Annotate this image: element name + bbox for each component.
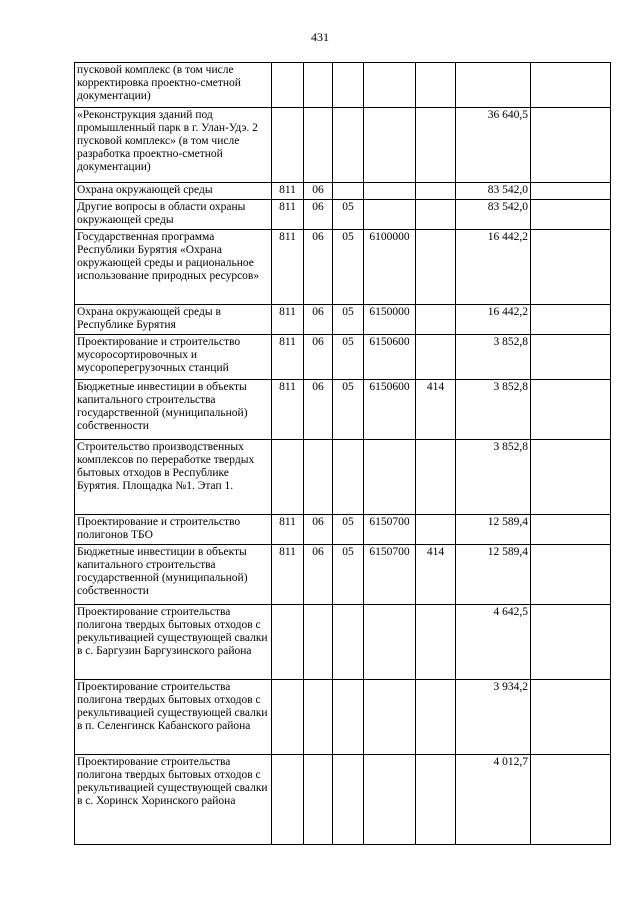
empty-cell [531, 680, 611, 755]
subsection-code-cell: 05 [333, 305, 364, 335]
expense-type-cell [416, 63, 456, 108]
expense-type-cell [416, 305, 456, 335]
amount-cell: 83 542,0 [456, 200, 531, 230]
section-code-cell: 06 [304, 380, 333, 440]
target-code-cell [364, 605, 416, 680]
subsection-code-cell [333, 680, 364, 755]
target-code-cell [364, 440, 416, 515]
subsection-code-cell [333, 63, 364, 108]
ministry-code-cell [272, 63, 304, 108]
table-row [75, 183, 611, 200]
ministry-code-cell: 811 [272, 183, 304, 200]
page-number: 431 [311, 30, 329, 44]
amount-cell: 12 589,4 [456, 515, 531, 545]
table-row [75, 200, 611, 230]
table-row [75, 305, 611, 335]
section-code-cell [304, 440, 333, 515]
empty-cell [531, 108, 611, 183]
expense-type-cell [416, 515, 456, 545]
subsection-code-cell: 05 [333, 335, 364, 380]
table-row [75, 605, 611, 680]
ministry-code-cell [272, 440, 304, 515]
row-name-cell: Строительство производственных комплексов по переработке твердых бытовых отходов в Республике Бурятия. Площадка №1. Этап 1. [75, 440, 272, 515]
subsection-code-cell: 05 [333, 200, 364, 230]
expense-type-cell [416, 335, 456, 380]
target-code-cell [364, 108, 416, 183]
table-row [75, 230, 611, 305]
ministry-code-cell: 811 [272, 545, 304, 605]
expense-type-cell [416, 680, 456, 755]
amount-cell: 16 442,2 [456, 305, 531, 335]
section-code-cell [304, 63, 333, 108]
amount-cell: 4 012,7 [456, 755, 531, 845]
budget-table [74, 62, 611, 845]
empty-cell [531, 63, 611, 108]
subsection-code-cell [333, 183, 364, 200]
table-row [75, 335, 611, 380]
row-name-cell: «Реконструкция зданий под промышленный парк в г. Улан-Удэ. 2 пусковой комплекс» (в том числе разработка проектно-сметной документации) [75, 108, 272, 183]
section-code-cell: 06 [304, 335, 333, 380]
expense-type-cell [416, 440, 456, 515]
empty-cell [531, 380, 611, 440]
empty-cell [531, 230, 611, 305]
row-name-cell: Проектирование и строительство полигонов ТБО [75, 515, 272, 545]
empty-cell [531, 605, 611, 680]
subsection-code-cell [333, 108, 364, 183]
row-name-cell: Бюджетные инвестиции в объекты капитального строительства государственной (муниципальной) собственности [75, 380, 272, 440]
row-name-cell: Охрана окружающей среды в Республике Бурятия [75, 305, 272, 335]
ministry-code-cell [272, 755, 304, 845]
amount-cell: 36 640,5 [456, 108, 531, 183]
amount-cell: 3 852,8 [456, 335, 531, 380]
row-name-cell: Проектирование строительства полигона твердых бытовых отходов с рекультивацией существующей свалки в с. Баргузин Баргузинского района [75, 605, 272, 680]
amount-cell: 12 589,4 [456, 545, 531, 605]
target-code-cell: 6100000 [364, 230, 416, 305]
ministry-code-cell: 811 [272, 380, 304, 440]
empty-cell [531, 305, 611, 335]
row-name-cell: Проектирование строительства полигона твердых бытовых отходов с рекультивацией существующей свалки в с. Хоринск Хоринского района [75, 755, 272, 845]
row-name-cell: пусковой комплекс (в том числе корректировка проектно-сметной документации) [75, 63, 272, 108]
subsection-code-cell [333, 605, 364, 680]
table-row [75, 680, 611, 755]
amount-cell: 4 642,5 [456, 605, 531, 680]
target-code-cell [364, 680, 416, 755]
expense-type-cell: 414 [416, 380, 456, 440]
subsection-code-cell [333, 440, 364, 515]
section-code-cell: 06 [304, 515, 333, 545]
amount-cell: 16 442,2 [456, 230, 531, 305]
row-name-cell: Другие вопросы в области охраны окружающей среды [75, 200, 272, 230]
section-code-cell: 06 [304, 200, 333, 230]
subsection-code-cell: 05 [333, 545, 364, 605]
row-name-cell: Государственная программа Республики Бурятия «Охрана окружающей среды и рациональное использование природных ресурсов» [75, 230, 272, 305]
row-name-cell: Проектирование строительства полигона твердых бытовых отходов с рекультивацией существующей свалки в п. Селенгинск Кабанского района [75, 680, 272, 755]
ministry-code-cell [272, 108, 304, 183]
table-row [75, 440, 611, 515]
target-code-cell: 6150600 [364, 335, 416, 380]
ministry-code-cell: 811 [272, 305, 304, 335]
expense-type-cell [416, 183, 456, 200]
amount-cell [456, 63, 531, 108]
expense-type-cell [416, 108, 456, 183]
target-code-cell: 6150700 [364, 545, 416, 605]
ministry-code-cell: 811 [272, 335, 304, 380]
table-body [75, 63, 611, 845]
empty-cell [531, 440, 611, 515]
subsection-code-cell: 05 [333, 230, 364, 305]
expense-type-cell: 414 [416, 545, 456, 605]
subsection-code-cell: 05 [333, 380, 364, 440]
row-name-cell: Бюджетные инвестиции в объекты капитального строительства государственной (муниципальной) собственности [75, 545, 272, 605]
ministry-code-cell: 811 [272, 200, 304, 230]
section-code-cell [304, 108, 333, 183]
section-code-cell: 06 [304, 545, 333, 605]
empty-cell [531, 755, 611, 845]
empty-cell [531, 545, 611, 605]
table-row [75, 545, 611, 605]
amount-cell: 3 852,8 [456, 440, 531, 515]
expense-type-cell [416, 230, 456, 305]
row-name-cell: Охрана окружающей среды [75, 183, 272, 200]
target-code-cell: 6150600 [364, 380, 416, 440]
empty-cell [531, 183, 611, 200]
table-row [75, 63, 611, 108]
table-row [75, 755, 611, 845]
table-row [75, 380, 611, 440]
ministry-code-cell: 811 [272, 230, 304, 305]
ministry-code-cell: 811 [272, 515, 304, 545]
subsection-code-cell [333, 755, 364, 845]
section-code-cell: 06 [304, 230, 333, 305]
target-code-cell [364, 183, 416, 200]
subsection-code-cell: 05 [333, 515, 364, 545]
section-code-cell: 06 [304, 305, 333, 335]
amount-cell: 83 542,0 [456, 183, 531, 200]
row-name-cell: Проектирование и строительство мусоросортировочных и мусороперегрузочных станций [75, 335, 272, 380]
ministry-code-cell [272, 680, 304, 755]
table-row [75, 515, 611, 545]
amount-cell: 3 934,2 [456, 680, 531, 755]
expense-type-cell [416, 755, 456, 845]
empty-cell [531, 200, 611, 230]
empty-cell [531, 335, 611, 380]
target-code-cell [364, 200, 416, 230]
section-code-cell [304, 605, 333, 680]
target-code-cell: 6150000 [364, 305, 416, 335]
target-code-cell [364, 755, 416, 845]
empty-cell [531, 515, 611, 545]
section-code-cell [304, 755, 333, 845]
target-code-cell: 6150700 [364, 515, 416, 545]
section-code-cell: 06 [304, 183, 333, 200]
ministry-code-cell [272, 605, 304, 680]
table-row [75, 108, 611, 183]
expense-type-cell [416, 200, 456, 230]
amount-cell: 3 852,8 [456, 380, 531, 440]
section-code-cell [304, 680, 333, 755]
target-code-cell [364, 63, 416, 108]
expense-type-cell [416, 605, 456, 680]
